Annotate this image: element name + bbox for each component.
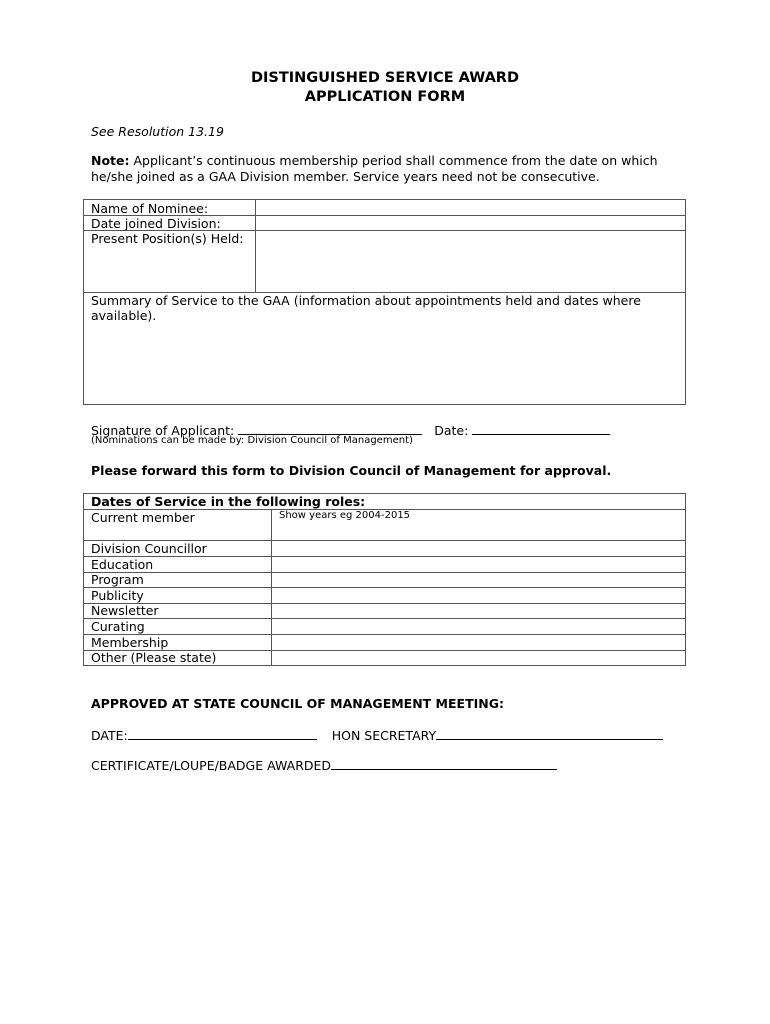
nominations-note: (Nominations can be made by: Division Council of Management) xyxy=(91,435,413,446)
row-divider xyxy=(84,572,685,573)
approval-date-field[interactable] xyxy=(128,726,317,740)
certificate-line xyxy=(91,756,557,773)
row-divider xyxy=(84,556,685,557)
hon-secretary-field[interactable] xyxy=(436,726,663,740)
row-divider xyxy=(84,587,685,588)
approval-date-line xyxy=(91,726,663,743)
role-membership: Membership xyxy=(91,635,169,650)
signature-date-field[interactable] xyxy=(472,421,610,435)
form-title: DISTINGUISHED SERVICE AWARD xyxy=(251,70,519,86)
note-label: Note: xyxy=(91,153,130,168)
present-position-row xyxy=(84,231,685,293)
certificate-field[interactable] xyxy=(331,756,557,770)
roles-table-header: Dates of Service in the following roles: xyxy=(91,494,366,509)
role-newsletter: Newsletter xyxy=(91,603,159,618)
present-position-label: Present Position(s) Held: xyxy=(91,231,244,246)
summary-of-service-label: Summary of Service to the GAA (information about appointments held and dates where available). xyxy=(91,293,641,323)
role-other: Other (Please state) xyxy=(91,650,217,665)
date-joined-label: Date joined Division: xyxy=(91,216,221,231)
date-joined-row xyxy=(84,216,685,231)
role-curating: Curating xyxy=(91,619,145,634)
resolution-reference: See Resolution 13.19 xyxy=(91,124,224,139)
signature-label: Signature of Applicant: xyxy=(91,423,235,438)
role-division-councillor: Division Councillor xyxy=(91,541,207,556)
signature-field[interactable] xyxy=(238,421,422,435)
signature-date-label: Date: xyxy=(434,423,469,438)
approval-heading: APPROVED AT STATE COUNCIL OF MANAGEMENT MEETING: xyxy=(91,696,504,711)
nominee-table xyxy=(83,199,686,405)
row-divider xyxy=(84,618,685,619)
role-current-member: Current member xyxy=(91,510,195,525)
row-divider xyxy=(84,634,685,635)
form-subtitle: APPLICATION FORM xyxy=(304,89,466,105)
hon-secretary-label: HON SECRETARY xyxy=(331,728,437,743)
forward-instruction: Please forward this form to Division Council of Management for approval. xyxy=(91,463,612,478)
column-divider xyxy=(255,200,256,293)
nominee-name-row xyxy=(84,200,685,216)
years-hint: Show years eg 2004-2015 xyxy=(279,510,411,521)
note-text: Applicant’s continuous membership period shall commence from the date on which he/she joined as a GAA Division member. Service years need not be consecutive. xyxy=(91,153,658,184)
role-education: Education xyxy=(91,557,154,572)
role-publicity: Publicity xyxy=(91,588,144,603)
membership-note xyxy=(91,153,691,185)
nominee-name-label: Name of Nominee: xyxy=(91,201,209,216)
roles-table xyxy=(83,493,686,666)
role-program: Program xyxy=(91,572,144,587)
column-divider xyxy=(271,510,272,665)
row-divider xyxy=(84,603,685,604)
certificate-label: CERTIFICATE/LOUPE/BADGE AWARDED xyxy=(91,758,332,773)
approval-date-label: DATE: xyxy=(91,728,128,743)
